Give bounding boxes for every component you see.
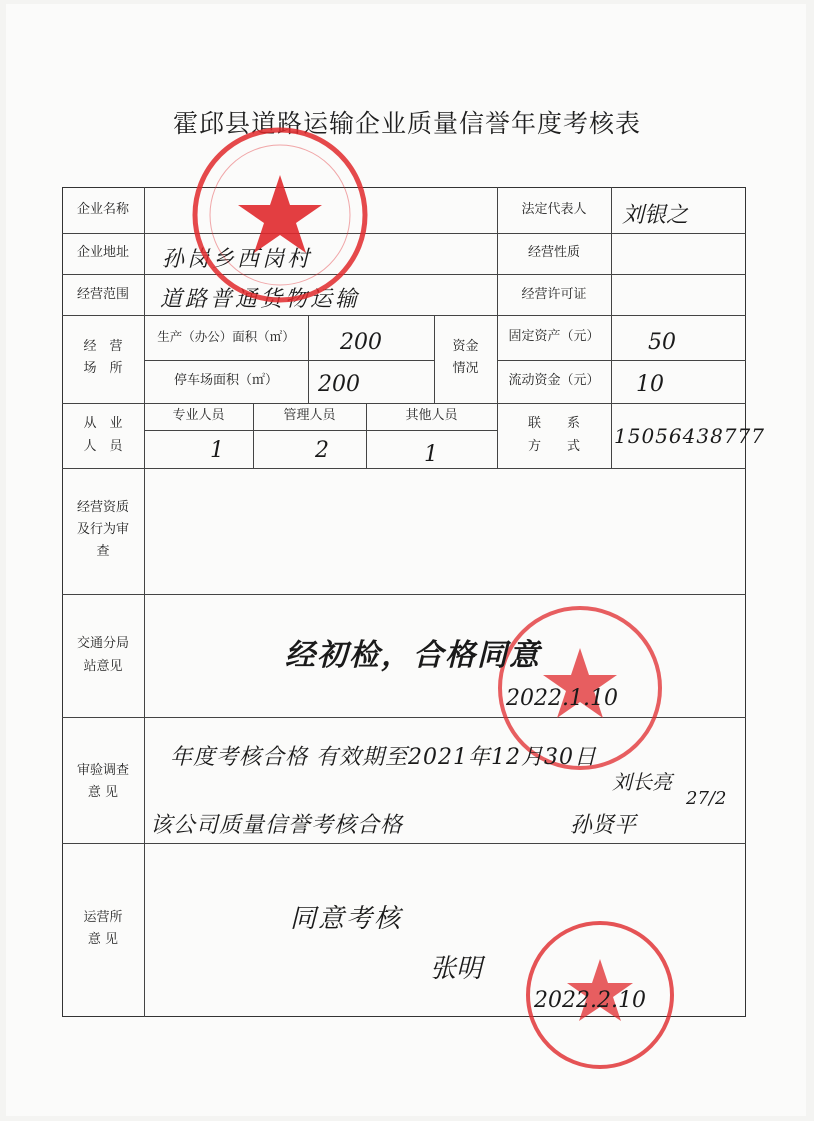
label-fixed-assets: 固定资产（元） — [508, 329, 600, 344]
value-contact: 15056438777 — [614, 424, 765, 448]
label-transport-2: 意 见 — [87, 932, 119, 947]
label-staff-2: 人 员 — [83, 439, 123, 454]
row-divider — [62, 274, 746, 275]
row-divider — [62, 843, 746, 844]
label-qualification-1: 经营资质 — [76, 500, 129, 515]
audit-signature-2: 孙贤平 — [570, 813, 637, 838]
label-other-staff: 其他人员 — [405, 408, 458, 423]
label-working-capital: 流动资金（元） — [508, 373, 600, 388]
audit-date: 27/2 — [686, 788, 727, 809]
col-divider — [144, 187, 145, 1017]
label-premises-2: 场 所 — [83, 361, 123, 376]
label-contact-2: 方 式 — [527, 439, 580, 454]
label-bureau-2: 站意见 — [83, 659, 123, 674]
label-nature: 经营性质 — [527, 245, 580, 260]
audit-signature-1: 刘长亮 — [612, 770, 672, 794]
transport-date: 2022.2.10 — [534, 988, 646, 1013]
row-divider — [144, 360, 434, 361]
value-management: 2 — [315, 438, 329, 463]
audit-opinion-line1: 年度考核合格 有效期至2021年12月30日 — [170, 745, 597, 770]
label-funds-1: 资金 — [452, 339, 479, 354]
label-qualification-2: 及行为审 — [76, 522, 129, 537]
value-scope: 道路普通货物运输 — [160, 287, 361, 312]
bureau-opinion-date: 2022.1.10 — [506, 686, 618, 711]
label-staff-1: 从 业 — [83, 416, 123, 431]
value-professional: 1 — [210, 438, 224, 463]
row-divider — [62, 468, 746, 469]
label-company-name: 企业名称 — [76, 202, 129, 217]
value-working-capital: 10 — [636, 372, 664, 397]
label-legal-rep: 法定代表人 — [521, 202, 587, 217]
label-contact-1: 联 系 — [527, 416, 580, 431]
label-address: 企业地址 — [76, 245, 129, 260]
transport-opinion-text: 同意考核 — [290, 904, 403, 934]
audit-opinion-line2: 该公司质量信誉考核合格 — [150, 813, 404, 838]
row-divider — [62, 403, 746, 404]
form-title: 霍邱县道路运输企业质量信誉年度考核表 — [172, 109, 641, 138]
label-parking-area: 停车场面积（㎡） — [173, 373, 278, 388]
label-bureau-1: 交通分局 — [76, 636, 129, 651]
row-divider — [62, 233, 746, 234]
col-divider — [611, 187, 612, 468]
label-audit-1: 审验调查 — [76, 763, 129, 778]
col-divider — [308, 315, 309, 403]
row-divider — [62, 315, 746, 316]
label-qualification-3: 查 — [96, 544, 110, 559]
label-audit-2: 意 见 — [87, 785, 119, 800]
value-fixed-assets: 50 — [648, 330, 676, 355]
row-divider — [62, 594, 746, 595]
label-license: 经营许可证 — [521, 287, 587, 302]
bureau-opinion-text: 经初检，合格同意 — [285, 638, 541, 673]
label-professional: 专业人员 — [172, 408, 225, 423]
value-other-staff: 1 — [424, 442, 438, 467]
row-divider — [144, 430, 497, 431]
value-address: 孙岗乡西岗村 — [162, 247, 313, 272]
value-legal-rep: 刘银之 — [622, 203, 689, 228]
label-transport-1: 运营所 — [83, 910, 123, 925]
row-divider — [497, 360, 746, 361]
label-management: 管理人员 — [283, 408, 336, 423]
label-funds-2: 情况 — [452, 361, 479, 376]
label-office-area: 生产（办公）面积（㎡） — [157, 329, 295, 344]
label-premises-1: 经 营 — [83, 339, 123, 354]
transport-signature: 张明 — [430, 954, 483, 984]
label-scope: 经营范围 — [76, 287, 129, 302]
value-parking-area: 200 — [318, 372, 360, 397]
company-seal — [185, 120, 375, 310]
value-office-area: 200 — [340, 330, 382, 355]
